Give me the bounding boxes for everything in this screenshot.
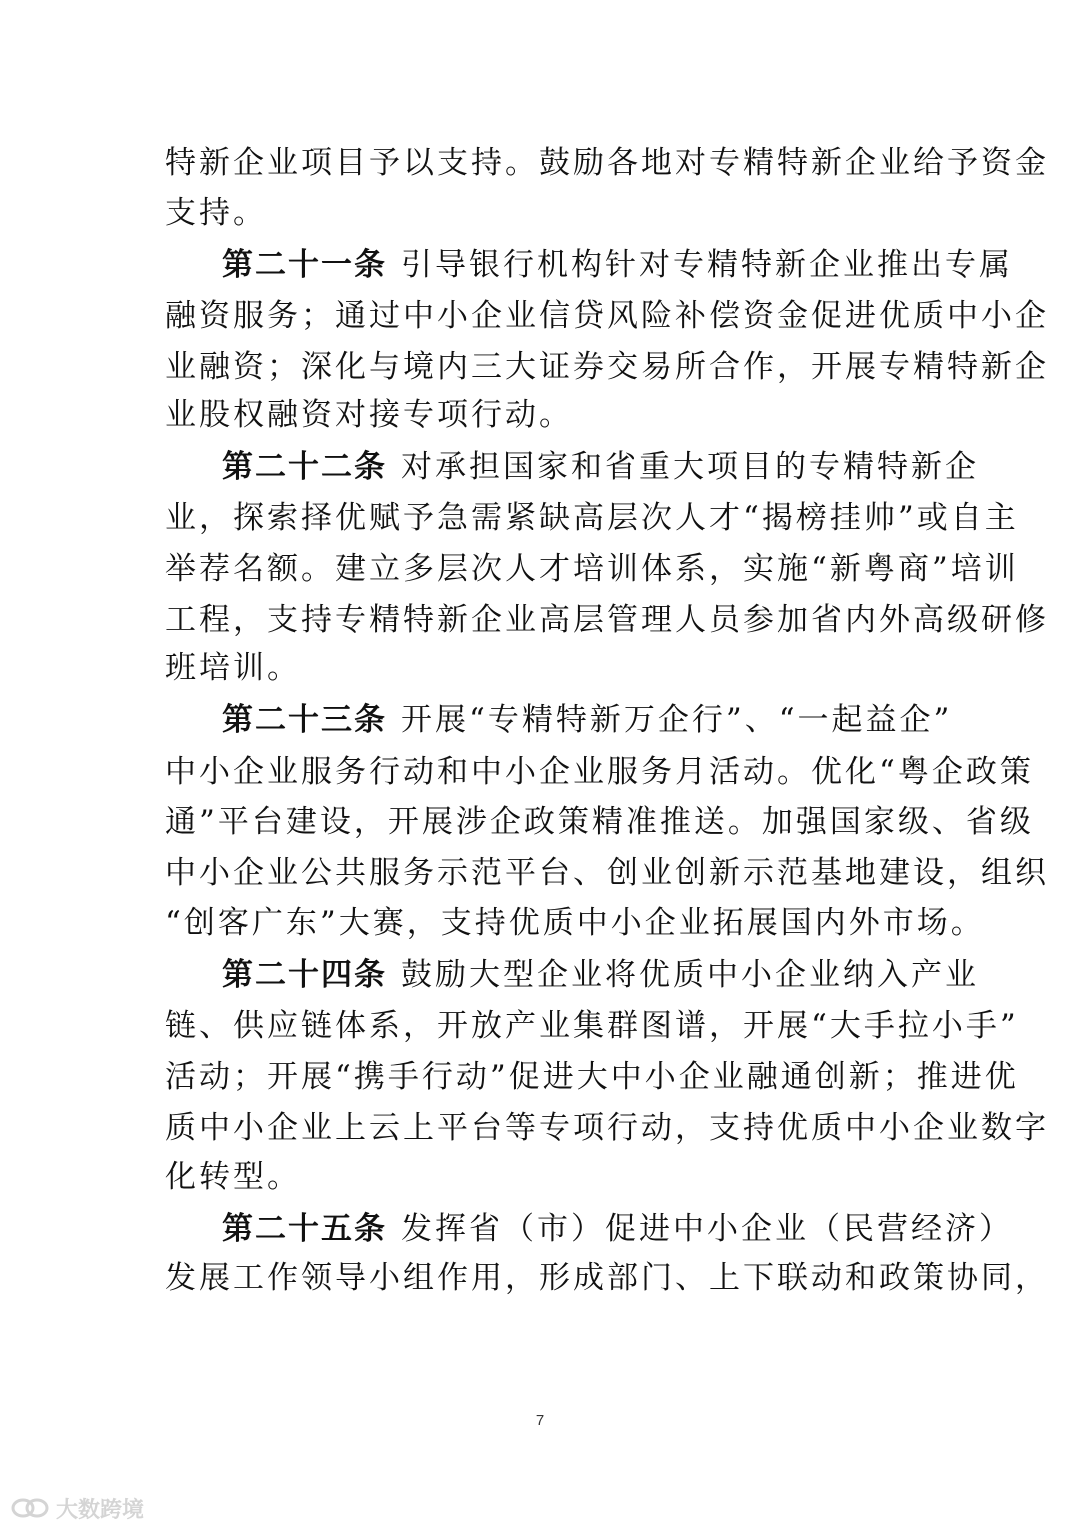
line-text: 业融资；深化与境内三大证券交易所合作，开展专精特新企 [165,349,1049,385]
text-line [165,640,925,696]
text-line [165,185,925,241]
text-line [165,1049,1019,1105]
text-line [165,794,1034,850]
article-number: 第二十五条 [222,1211,387,1247]
link-logo-icon [10,1495,50,1521]
watermark [10,1493,144,1523]
page-number: 7 [535,1412,545,1429]
article-heading-line [222,947,979,1003]
line-text: 工程，支持专精特新企业高层管理人员参加省内外高级研修 [165,602,1049,638]
article-heading-line [222,237,1013,293]
line-text: 举荐名额。建立多层次人才培训体系，实施“新粤商”培训 [165,551,1019,587]
text-line [165,1149,925,1205]
article-heading-line [222,1201,1013,1257]
article-number: 第二十一条 [222,247,387,283]
line-text: 链、供应链体系，开放产业集群图谱，开展“大手拉小手” [165,1008,1019,1044]
article-number: 第二十四条 [222,957,387,993]
article-heading-line [222,692,953,748]
line-text: 融资服务；通过中小企业信贷风险补偿资金促进优质中小企 [165,298,1049,334]
text-line [165,1250,1049,1306]
text-line [165,490,1019,546]
line-text: 班培训。 [165,650,301,686]
text-line [165,1100,1049,1156]
line-text: 发挥省（市）促进中小企业（民营经济） [401,1211,1013,1247]
line-text: 中小企业公共服务示范平台、创业创新示范基地建设，组织 [165,855,1049,891]
text-line [165,998,1019,1054]
line-text: 质中小企业上云上平台等专项行动，支持优质中小企业数字 [165,1110,1049,1146]
line-text: 发展工作领导小组作用，形成部门、上下联动和政策协同， [165,1260,1049,1296]
line-text: 业，探索择优赋予急需紧缺高层次人才“揭榜挂帅”或自主 [165,500,1019,536]
text-line [165,387,925,443]
line-text: 化转型。 [165,1159,301,1195]
text-line [165,744,1034,800]
line-text: 对承担国家和省重大项目的专精特新企 [401,449,979,485]
article-number: 第二十二条 [222,449,387,485]
line-text: 支持。 [165,195,267,231]
line-text: “创客广东”大赛，支持优质中小企业拓展国内外市场。 [165,905,985,941]
line-text: 开展“专精特新万企行”、“一起益企” [401,702,953,738]
text-line [165,135,1049,191]
line-text: 业股权融资对接专项行动。 [165,397,573,433]
line-text: 通”平台建设，开展涉企政策精准推送。加强国家级、省级 [165,804,1034,840]
watermark-text: 大数跨境 [56,1497,145,1523]
text-line [165,541,1019,597]
line-text: 活动；开展“携手行动”促进大中小企业融通创新；推进优 [165,1059,1019,1095]
line-text: 引导银行机构针对专精特新企业推出专属 [401,247,1013,283]
line-text: 鼓励大型企业将优质中小企业纳入产业 [401,957,979,993]
text-line [165,895,985,951]
line-text: 特新企业项目予以支持。鼓励各地对专精特新企业给予资金 [165,145,1049,181]
article-heading-line [222,439,979,495]
article-number: 第二十三条 [222,702,387,738]
line-text: 中小企业服务行动和中小企业服务月活动。优化“粤企政策 [165,754,1034,790]
text-line [165,288,1049,344]
text-line [165,845,1049,901]
